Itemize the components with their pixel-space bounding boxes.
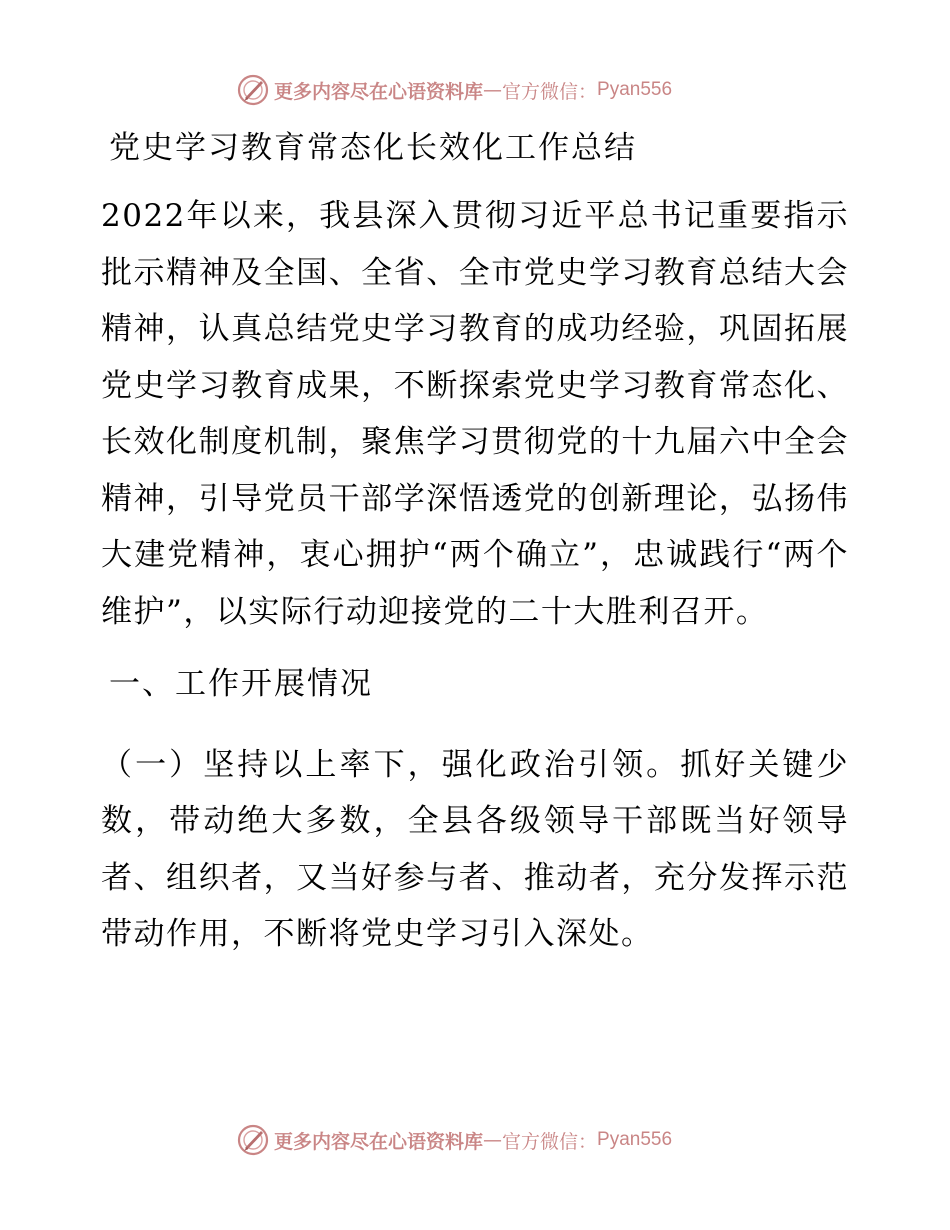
footer-watermark [236,1123,672,1157]
document-body [101,120,849,963]
watermark-main-text: 更多内容尽在心语资料库 [274,1130,484,1153]
section-heading: 一、工作开展情况 [109,666,373,702]
watermark-label: 官方微信： [502,80,598,103]
quill-seal-icon [236,73,270,107]
header-watermark [236,73,672,107]
document-title: 党史学习教育常态化长效化工作总结 [109,130,637,166]
watermark-wechat-id: Pyan556 [597,1129,673,1150]
watermark-dash: — [483,79,503,101]
watermark-dash: — [483,1129,503,1151]
watermark-label: 官方微信： [502,1130,598,1153]
watermark-wechat-id: Pyan556 [597,79,673,100]
watermark-main-text: 更多内容尽在心语资料库 [274,80,484,103]
quill-seal-icon [236,1123,270,1157]
paragraph-section-1: （一）坚持以上率下，强化政治引领。抓好关键少数，带动绝大多数，全县各级领导干部既当好领导者、组织者，又当好参与者、推动者，充分发挥示范带动作用，不断将党史学习引入深处。 [101,746,849,952]
paragraph-intro: 2022年以来，我县深入贯彻习近平总书记重要指示批示精神及全国、全省、全市党史学习教育总结大会精神，认真总结党史学习教育的成功经验，巩固拓展党史学习教育成果，不断探索党史学习教育常态化、长效化制度机制，聚焦学习贯彻党的十九届六中全会精神，引导党员干部学深悟透党的创新理论，弘扬伟大建党精神，衷心拥护“两个确立”，忠诚践行“两个维护”，以实际行动迎接党的二十大胜利召开。 [101,198,849,630]
